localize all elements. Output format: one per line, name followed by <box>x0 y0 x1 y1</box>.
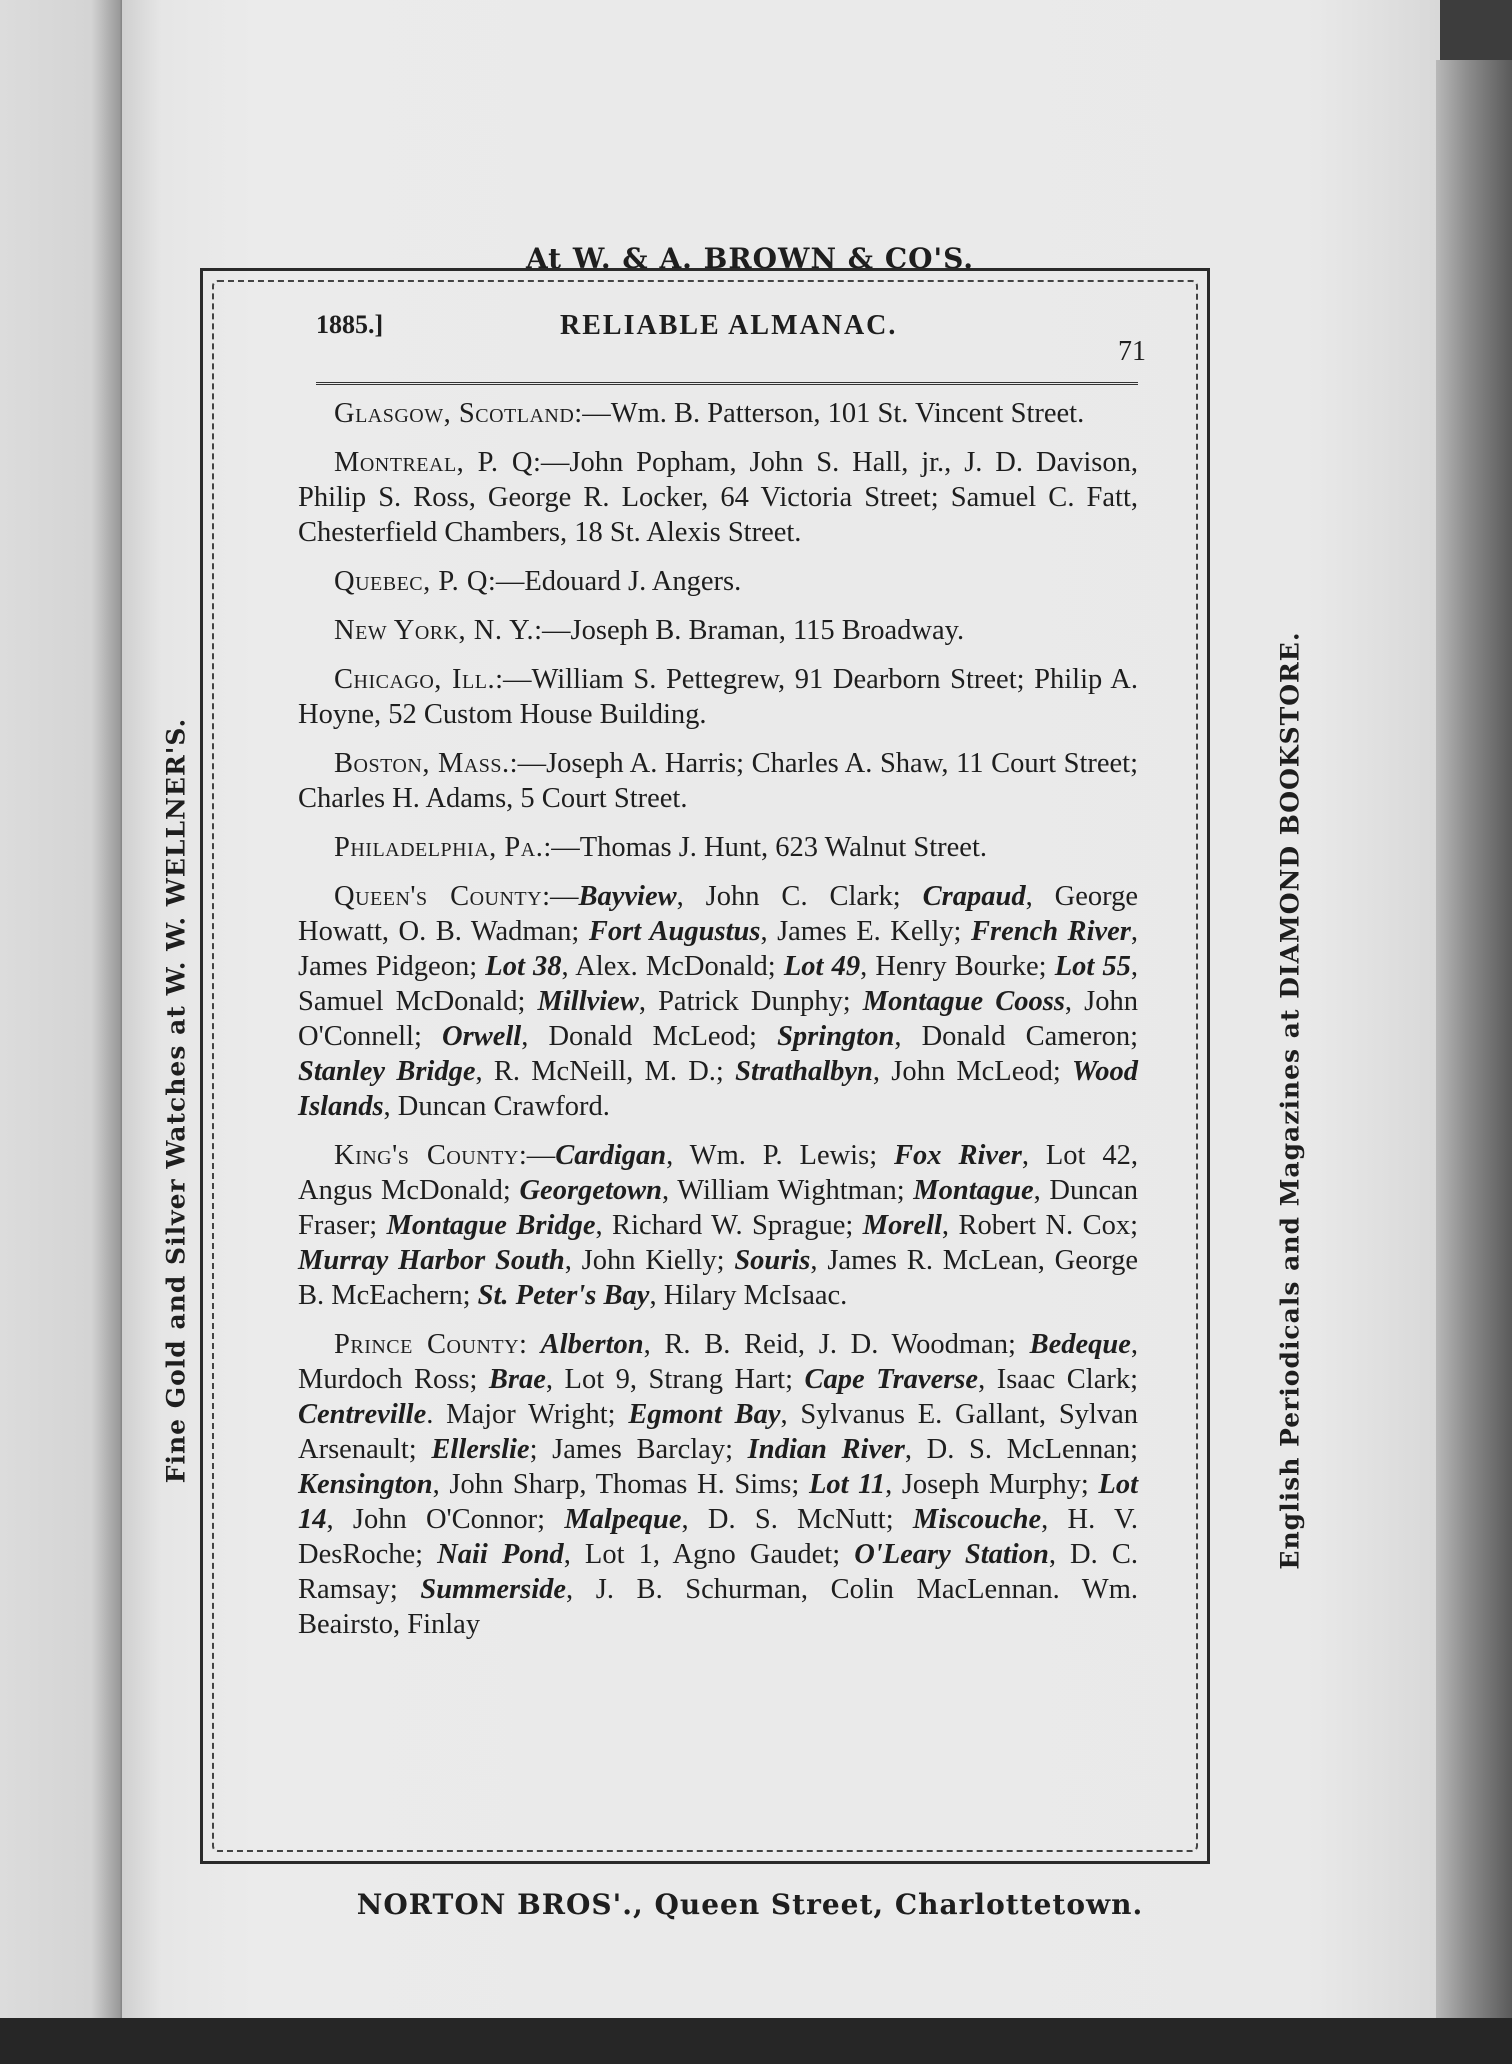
agent-names: , Sylvanus E. Gallant, Sylvan Arsenault; <box>298 1399 1138 1465</box>
agent-names: , Alex. McDonald; <box>561 951 784 982</box>
agent-names: , James Pidgeon; <box>298 916 1139 982</box>
entry-parts <box>298 1329 1138 1640</box>
agent-names: , John McLeod; <box>872 1056 1073 1087</box>
town-name: Egmont Bay <box>628 1399 781 1430</box>
agent-names: , Duncan Crawford. <box>383 1091 610 1122</box>
agent-names: , Lot 9, Strang Hart; <box>545 1364 805 1395</box>
town-name: Stanley Bridge <box>298 1056 476 1087</box>
agent-names: , Samuel McDonald; <box>298 951 1139 1017</box>
town-name: Brae <box>488 1364 546 1395</box>
agent-names: , Donald McLeod; <box>521 1021 778 1052</box>
town-name: Fox River <box>894 1140 1022 1171</box>
entry-quebec <box>298 564 1138 599</box>
entry-lead: : <box>519 1329 541 1360</box>
town-name: Bedeque <box>1029 1329 1131 1360</box>
town-name: Orwell <box>442 1021 522 1052</box>
agent-names: . Major Wright; <box>426 1399 629 1430</box>
agent-names: , John O'Connell; <box>298 986 1138 1052</box>
right-advertisement: English Periodicals and Magazines at DIAMOND BOOKSTORE. <box>1275 631 1305 1570</box>
entry-place: King's County <box>334 1140 519 1171</box>
running-head-title: RELIABLE ALMANAC. <box>560 310 898 341</box>
town-name: Lot 11 <box>808 1469 886 1500</box>
left-advertisement: Fine Gold and Silver Watches at W. W. WELLNER'S. <box>161 717 191 1484</box>
facing-page-edge <box>0 0 130 2064</box>
entry-text: :—Joseph B. Braman, 115 Broadway. <box>534 615 965 646</box>
town-name: Summerside <box>420 1574 567 1605</box>
town-name: Lot 55 <box>1054 951 1131 982</box>
agent-names: , James R. McLean, George B. McEachern; <box>298 1245 1139 1311</box>
entry-place: Philadelphia, Pa. <box>334 832 544 863</box>
town-name: Murray Harbor South <box>298 1245 565 1276</box>
town-name: Morell <box>862 1210 942 1241</box>
town-name: Cardigan <box>555 1140 667 1171</box>
page-number: 71 <box>1118 336 1146 367</box>
agent-names: , Lot 42, Angus McDonald; <box>298 1140 1139 1206</box>
entry-place: Chicago, Ill. <box>334 664 496 695</box>
page-stack-edge <box>1436 60 1512 2064</box>
town-name: Montague Cooss <box>862 986 1065 1017</box>
town-name: Naii Pond <box>437 1539 564 1570</box>
town-name: Souris <box>734 1245 811 1276</box>
town-name: Strathalbyn <box>735 1056 873 1087</box>
agent-names: , Lot 1, Agno Gaudet; <box>563 1539 855 1570</box>
agent-names: , H. V. DesRoche; <box>298 1504 1138 1570</box>
entry-place: Quebec, P. Q <box>334 566 488 597</box>
entry-philadelphia <box>298 830 1138 865</box>
agent-names: , Hilary McIsaac. <box>649 1280 848 1311</box>
agent-names: , Robert N. Cox; <box>941 1210 1139 1241</box>
town-name: Kensington <box>298 1469 433 1500</box>
entry-text: :—Joseph A. Harris; Charles A. Shaw, 11 Court Street; Charles H. Adams, 5 Court Street. <box>298 748 1138 814</box>
town-name: O'Leary Station <box>854 1539 1049 1570</box>
town-name: French River <box>970 916 1131 947</box>
town-name: Cape Traverse <box>804 1364 979 1395</box>
entry-text: :—Thomas J. Hunt, 623 Walnut Street. <box>543 832 987 863</box>
town-name: Malpeque <box>564 1504 682 1535</box>
town-name: Bayview <box>578 881 677 912</box>
town-name: Alberton <box>540 1329 644 1360</box>
town-name: Crapaud <box>922 881 1026 912</box>
town-name: Wood Islands <box>298 1056 1138 1122</box>
agent-names: , R. B. Reid, J. D. Woodman; <box>643 1329 1030 1360</box>
entry-chicago <box>298 662 1138 732</box>
entry-text: :—Wm. B. Patterson, 101 St. Vincent Street. <box>574 398 1085 429</box>
town-name: Centreville <box>298 1399 427 1430</box>
entry-place: Glasgow, Scotland <box>334 398 575 429</box>
header-rule <box>316 382 1138 385</box>
agent-names: , William Wightman; <box>661 1175 914 1206</box>
agent-names: , Isaac Clark; <box>978 1364 1138 1395</box>
entry-montreal <box>298 445 1138 550</box>
agent-names: , Donald Cameron; <box>894 1021 1138 1052</box>
town-name: Lot 38 <box>485 951 562 982</box>
town-name: Georgetown <box>519 1175 662 1206</box>
agent-names: ; James Barclay; <box>529 1434 748 1465</box>
agent-names: , Patrick Dunphy; <box>638 986 863 1017</box>
entry-lead: :— <box>542 881 579 912</box>
bottom-advertisement: NORTON BROS'., Queen Street, Charlottetown. <box>356 1888 1144 1921</box>
town-name: Ellerslie <box>431 1434 530 1465</box>
agent-names: , John C. Clark; <box>676 881 923 912</box>
entry-lead: :— <box>518 1140 556 1171</box>
entry-newyork <box>298 613 1138 648</box>
town-name: Lot 14 <box>298 1469 1138 1535</box>
agent-names: , John Kielly; <box>564 1245 735 1276</box>
entry-place: Queen's County <box>334 881 543 912</box>
entry-kings-county <box>298 1138 1138 1313</box>
town-name: Millview <box>537 986 639 1017</box>
agents-list <box>298 396 1138 1656</box>
agent-names: , Wm. P. Lewis; <box>666 1140 895 1171</box>
agent-names: , Henry Bourke; <box>860 951 1055 982</box>
entry-text: :—Edouard J. Angers. <box>487 566 742 597</box>
agent-names: , James E. Kelly; <box>760 916 971 947</box>
entry-text: :—William S. Pettegrew, 91 Dearborn Street; Philip A. Hoyne, 52 Custom House Building. <box>298 664 1138 730</box>
entry-parts <box>298 881 1138 1122</box>
agent-names: , Richard W. Sprague; <box>595 1210 863 1241</box>
entry-place: Montreal, P. Q <box>334 447 533 478</box>
agent-names: , D. C. Ramsay; <box>298 1539 1138 1605</box>
town-name: Miscouche <box>912 1504 1042 1535</box>
town-name: Montague <box>913 1175 1034 1206</box>
agent-names: , R. McNeill, M. D.; <box>475 1056 736 1087</box>
top-advertisement: At W. & A. BROWN & CO'S. <box>525 242 975 275</box>
town-name: Lot 49 <box>783 951 861 982</box>
running-head-year: 1885.] <box>316 310 384 339</box>
entry-text: :—John Popham, John S. Hall, jr., J. D. Davison, Philip S. Ross, George R. Locker, 64 Victoria Street; Samuel C. Fatt, Chesterfield Chambers, 18 St. Alexis Street. <box>298 447 1139 548</box>
agent-names: , John O'Connor; <box>326 1504 565 1535</box>
entry-place: Prince County <box>334 1329 520 1360</box>
agent-names: , Joseph Murphy; <box>885 1469 1099 1500</box>
town-name: Springton <box>777 1021 895 1052</box>
town-name: Fort Augustus <box>588 916 761 947</box>
entry-boston <box>298 746 1138 816</box>
agent-names: , D. S. McNutt; <box>681 1504 913 1535</box>
agent-names: , Murdoch Ross; <box>298 1329 1139 1395</box>
entry-prince-county <box>298 1327 1138 1642</box>
agent-names: , John Sharp, Thomas H. Sims; <box>432 1469 809 1500</box>
town-name: Indian River <box>747 1434 905 1465</box>
agent-names: , Duncan Fraser; <box>298 1175 1138 1241</box>
agent-names: , J. B. Schurman, Colin MacLennan. Wm. Beairsto, Finlay <box>298 1574 1138 1640</box>
entry-queens-county <box>298 879 1138 1124</box>
entry-glasgow <box>298 396 1138 431</box>
scan-shadow <box>0 2018 1512 2064</box>
town-name: Montague Bridge <box>386 1210 596 1241</box>
entry-place: New York, N. Y. <box>334 615 535 646</box>
town-name: St. Peter's Bay <box>477 1280 650 1311</box>
agent-names: , D. S. McLennan; <box>904 1434 1139 1465</box>
agent-names: , George Howatt, O. B. Wadman; <box>298 881 1138 947</box>
entry-place: Boston, Mass. <box>334 748 510 779</box>
